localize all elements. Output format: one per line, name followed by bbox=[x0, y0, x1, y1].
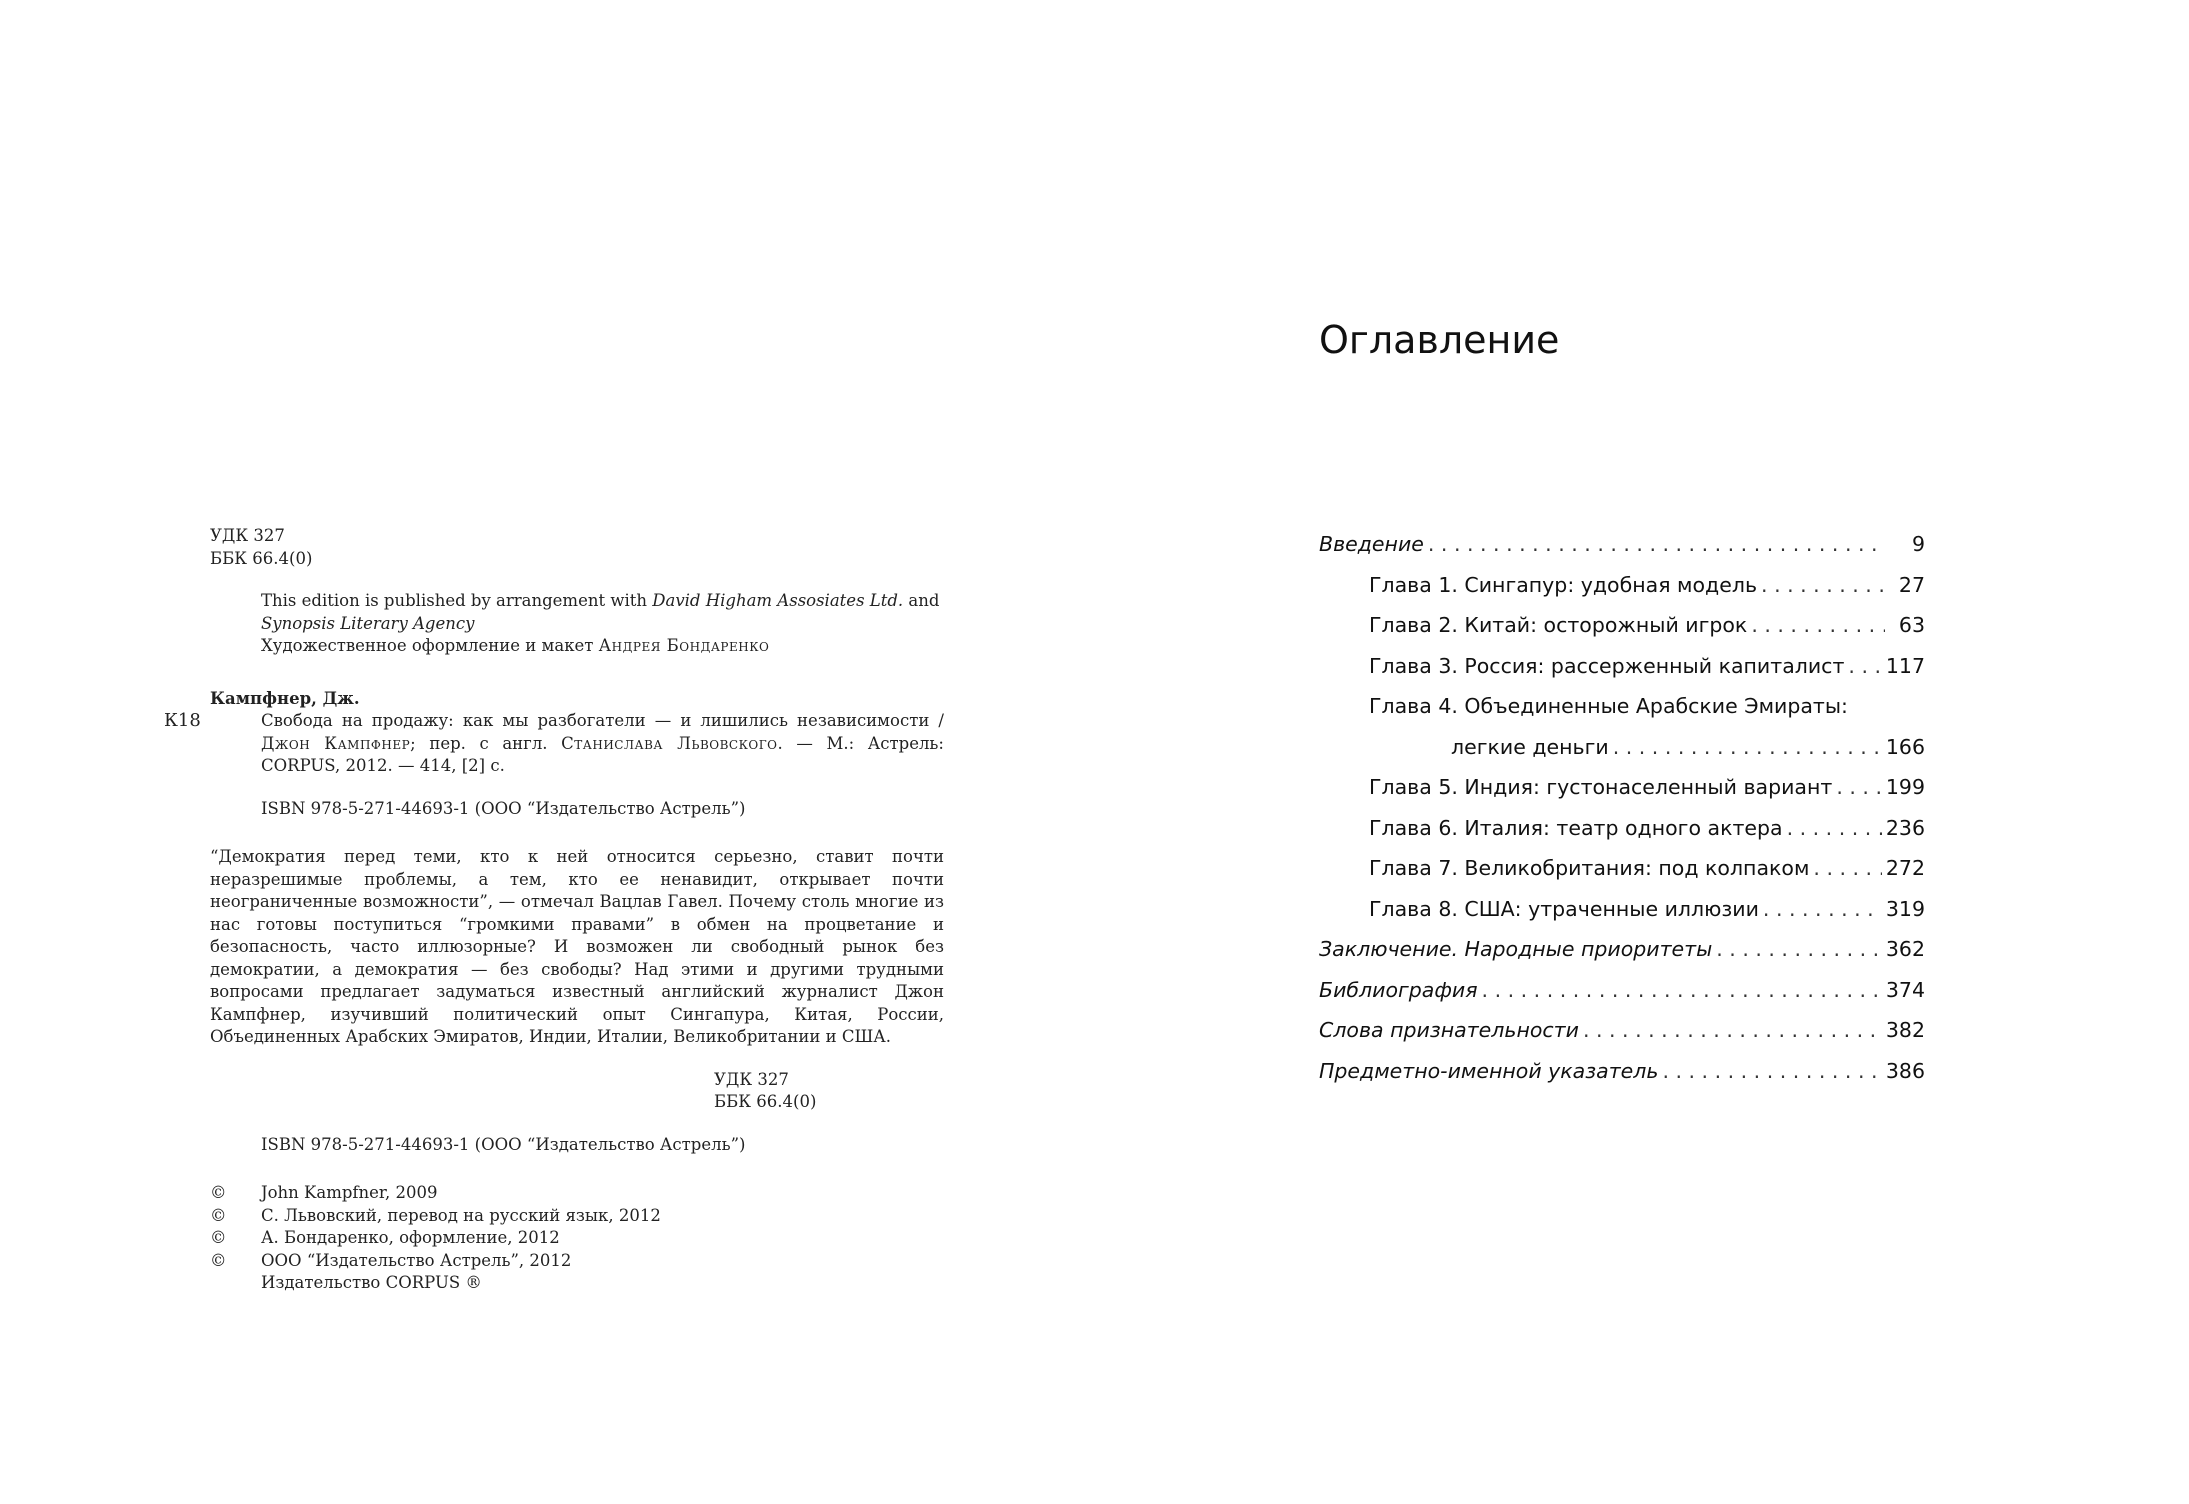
annotation: “Демократия перед теми, кто к ней относится серьезно, ставит почти неразрешимые проблемы, а тем, кто ее ненавидит, открывает почти неограниченные возможности”, — отмечал Вацлав Гавел. Почему столь многие из нас готовы поступиться “громкими правами” в обмен на процветание и безопасность, часто иллюзорные? И возможен ли свободный рынок без демократии, а демократия — без свободы? Над этими и другими трудными вопросами предлагает задуматься известный английский журналист Джон Кампфнер, изучивший политический опыт Сингапура, Китая, России, Объединенных Арабских Эмиратов, Индии, Италии, Великобритании и США. bbox=[210, 847, 944, 1046]
bbk-code: ББК 66.4(0) bbox=[714, 1092, 817, 1111]
page-number: 9 bbox=[1911, 532, 1925, 556]
toc-entry[interactable]: Глава 6. Италия: театр одного актера . . . 236 bbox=[1319, 808, 1925, 849]
toc-entry[interactable]: Слова признательности . . . 382 bbox=[1319, 1010, 1925, 1051]
bib-author: Джон Кампфнер bbox=[261, 733, 411, 753]
publisher-mark: Издательство CORPUS ® bbox=[261, 1273, 482, 1292]
toc-entry[interactable]: Глава 8. США: утраченные иллюзии . . . 319 bbox=[1319, 889, 1925, 930]
page-number: 362 bbox=[1885, 937, 1925, 961]
designer-name: Андрея Бондаренко bbox=[598, 636, 770, 655]
page-title: Оглавление bbox=[1319, 318, 1560, 362]
isbn-line: ISBN 978-5-271-44693-1 (ООО “Издательство Астрель”) bbox=[261, 798, 746, 818]
copyright-list bbox=[210, 1182, 944, 1295]
udk-bottom bbox=[210, 1069, 944, 1114]
toc-entry[interactable]: Заключение. Народные приоритеты . . . 362 bbox=[1319, 929, 1925, 970]
copyright-line: © С. Львовский, перевод на русский язык, 2012 bbox=[210, 1205, 944, 1228]
page-number: 63 bbox=[1898, 613, 1925, 637]
page-number: 386 bbox=[1885, 1058, 1925, 1083]
copyright-line: © John Kampfner, 2009 bbox=[210, 1182, 944, 1205]
toc-entry-continued[interactable]: легкие деньги . . . 166 bbox=[1319, 727, 1925, 768]
bbk-code: ББК 66.4(0) bbox=[210, 548, 313, 568]
toc-entry[interactable]: Глава 5. Индия: густонаселенный вариант . . . 199 bbox=[1319, 767, 1925, 808]
agency-name: David Higham Assosiates Ltd. bbox=[652, 591, 904, 610]
page-number: 199 bbox=[1885, 775, 1925, 799]
agency-name: Synopsis Literary Agency bbox=[261, 613, 475, 633]
page-number: 272 bbox=[1885, 856, 1925, 880]
design-credit: Художественное оформление и макет Андрея Бондаренко bbox=[261, 636, 770, 655]
toc-entry[interactable]: Библиография . . . 374 bbox=[1319, 970, 1925, 1011]
copyright-icon: © bbox=[210, 1228, 227, 1247]
page-number: 374 bbox=[1885, 977, 1925, 1002]
edition-note: This edition is published by arrangement with David Higham Assosiates Ltd. and Synopsis Literary Agency bbox=[261, 591, 940, 633]
page-number: 166 bbox=[1885, 734, 1925, 759]
toc-entry[interactable]: Глава 2. Китай: осторожный игрок . . . 63 bbox=[1319, 605, 1925, 646]
imprint-page bbox=[0, 0, 1094, 1504]
bib-translator: Станислава Львовского bbox=[561, 733, 778, 753]
bibliographic-entry: К18 Свобода на продажу: как мы разбогатели — и лишились независимости / Джон Кампфнер; пер. с англ. Станислава Львовского. — М.: Астрель: CORPUS, 2012. — 414, [2] с. bbox=[164, 710, 944, 775]
page-number: 117 bbox=[1885, 653, 1925, 678]
copyright-line bbox=[210, 1272, 944, 1295]
author-heading: Кампфнер, Дж. bbox=[210, 688, 360, 708]
contents-page bbox=[1094, 0, 2189, 1504]
page-number: 382 bbox=[1885, 1018, 1925, 1042]
toc-entry[interactable]: Глава 3. Россия: рассерженный капиталист . . . 117 bbox=[1319, 646, 1925, 687]
copyright-line: © А. Бондаренко, оформление, 2012 bbox=[210, 1227, 944, 1250]
udk-code: УДК 327 bbox=[210, 526, 285, 545]
isbn-line: ISBN 978-5-271-44693-1 (ООО “Издательство Астрель”) bbox=[261, 1134, 746, 1154]
cutter-mark: К18 bbox=[164, 710, 201, 731]
page-number: 27 bbox=[1898, 572, 1925, 597]
udk-code: УДК 327 bbox=[714, 1069, 789, 1089]
copyright-line: © ООО “Издательство Астрель”, 2012 bbox=[210, 1250, 944, 1273]
toc-entry[interactable]: Глава 1. Сингапур: удобная модель . . . 27 bbox=[1319, 565, 1925, 606]
copyright-icon: © bbox=[210, 1250, 227, 1270]
toc-entry[interactable]: Глава 7. Великобритания: под колпаком . . . 272 bbox=[1319, 848, 1925, 889]
toc-entry[interactable]: Введение . . . 9 bbox=[1319, 524, 1925, 565]
page-number: 319 bbox=[1885, 896, 1925, 921]
copyright-icon: © bbox=[210, 1205, 227, 1225]
udk-top bbox=[210, 525, 944, 570]
table-of-contents bbox=[1319, 524, 1925, 1091]
copyright-icon: © bbox=[210, 1183, 227, 1202]
toc-entry[interactable]: Предметно-именной указатель . . . 386 bbox=[1319, 1051, 1925, 1092]
imprint-block bbox=[164, 525, 944, 1295]
page-number: 236 bbox=[1885, 815, 1925, 840]
toc-entry[interactable]: Глава 4. Объединенные Арабские Эмираты: bbox=[1369, 694, 1848, 718]
